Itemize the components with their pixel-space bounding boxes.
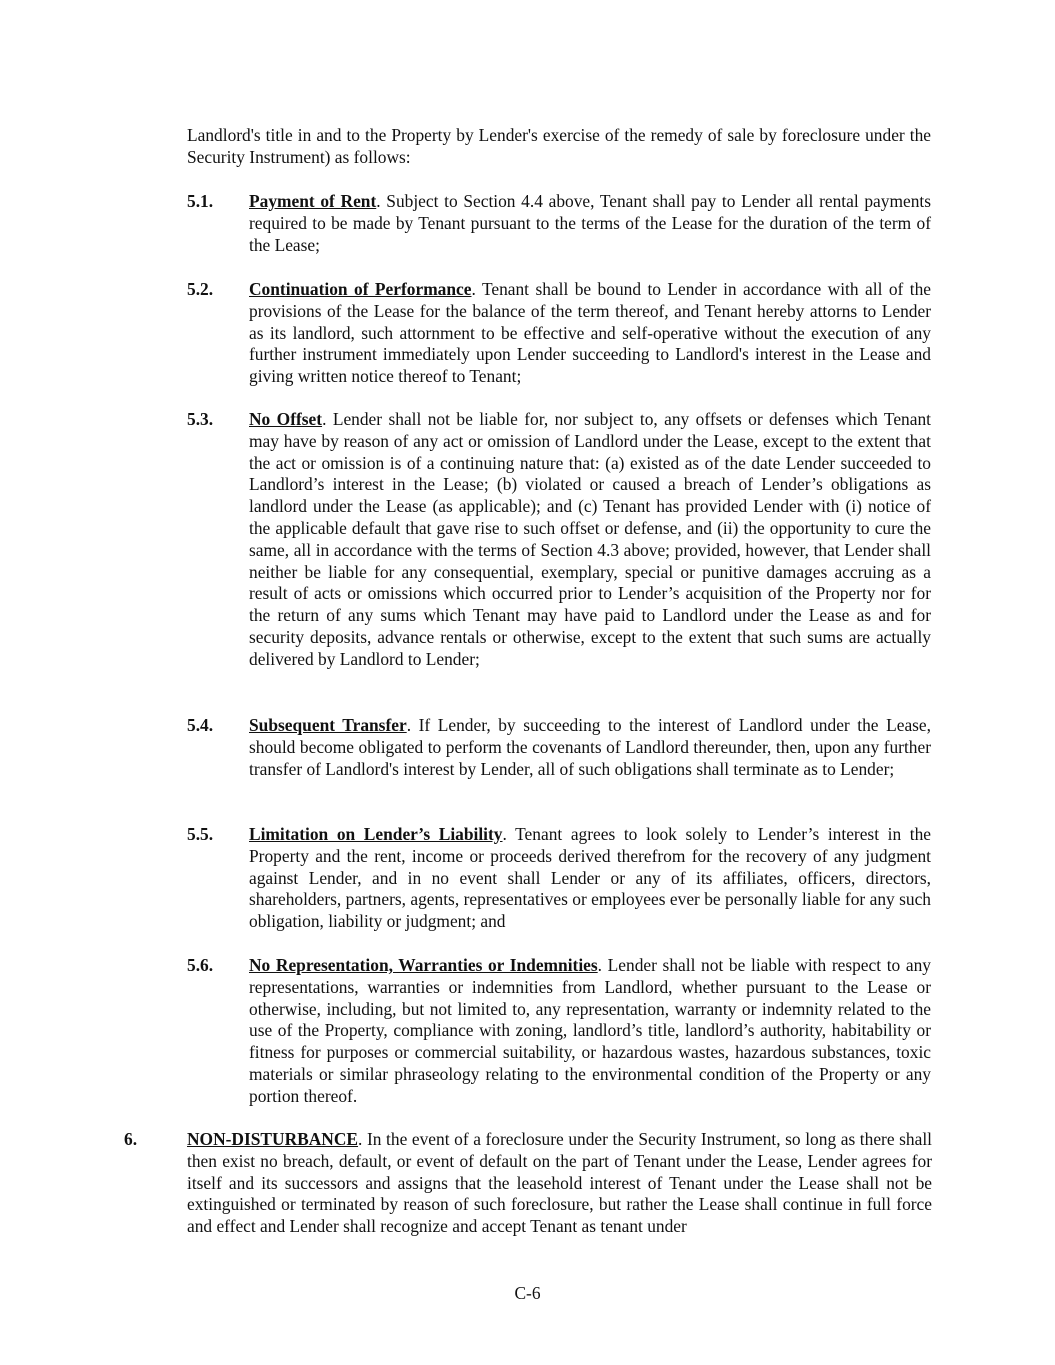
section-5-1 bbox=[187, 191, 931, 256]
section-body bbox=[249, 409, 931, 671]
section-number: 5.6. bbox=[187, 955, 214, 975]
section-5-5 bbox=[187, 824, 931, 933]
section-number: 6. bbox=[124, 1129, 138, 1149]
section-text: . Tenant agrees to look solely to Lender’s interest in the Property and the rent, income or proceeds derived therefrom for the recovery of any judgment against Lender, and in no event shall Lender or any of its affiliates, officers, directors, shareholders, partners, agents, representatives or employees ever be personally liable for any such obligation, liability or judgment; and bbox=[249, 824, 931, 932]
section-heading: Payment of Rent bbox=[249, 191, 377, 211]
section-body bbox=[187, 1129, 932, 1238]
section-heading: Subsequent Transfer bbox=[249, 715, 407, 735]
section-heading: Limitation on Lender’s Liability bbox=[249, 824, 503, 844]
section-5-4 bbox=[187, 715, 931, 780]
section-6 bbox=[124, 1129, 932, 1238]
section-number: 5.1. bbox=[187, 191, 214, 211]
section-body bbox=[249, 279, 931, 388]
section-heading: Continuation of Performance bbox=[249, 279, 472, 299]
section-text: . Lender shall not be liable for, nor subject to, any offsets or defenses which Tenant may have by reason of any act or omission of Landlord under the Lease, except to the extent that the act or omission is of a continuing nature that: (a) existed as of the date Lender succeeded to Landlord’s interest in the Lease; (b) violated or caused a breach of Lender’s obligations as landlord under the Lease (as applicable); and (c) Tenant has provided Lender with (i) notice of the applicable default that gave rise to such offset or defense, and (ii) the opportunity to cure the same, all in accordance with the terms of Section 4.3 above; provided, however, that Lender shall neither be liable for any consequential, exemplary, special or punitive damages accruing as a result of acts or omissions which occurred prior to Lender’s acquisition of the Property nor for the return of any sums which Tenant may have paid to Landlord under the Lease as and for security deposits, advance rentals or otherwise, except to the extent that such sums are actually delivered by Landlord to Lender; bbox=[249, 409, 931, 669]
section-text: . In the event of a foreclosure under the Security Instrument, so long as there shall then exist no breach, default, or event of default on the part of Tenant under the Lease, Lender agrees for itself and its successors and assigns that the leasehold interest of Tenant under the Lease shall not be extinguished or terminated by reason of such foreclosure, but rather the Lease shall continue in full force and effect and Lender shall recognize and accept Tenant as tenant under bbox=[187, 1129, 932, 1237]
page-number: C-6 bbox=[514, 1283, 541, 1303]
section-text: . If Lender, by succeeding to the interest of Landlord under the Lease, should become obligated to perform the covenants of Landlord thereunder, then, upon any further transfer of Landlord's interest by Lender, all of such obligations shall terminate as to Lender; bbox=[249, 715, 931, 779]
section-number: 5.3. bbox=[187, 409, 214, 429]
section-text: . Subject to Section 4.4 above, Tenant shall pay to Lender all rental payments required to be made by Tenant pursuant to the terms of the Lease for the duration of the term of the Lease; bbox=[249, 191, 931, 255]
section-body bbox=[249, 955, 931, 1108]
section-body bbox=[249, 824, 931, 933]
section-5-2 bbox=[187, 279, 931, 388]
section-body bbox=[249, 191, 931, 256]
section-heading: NON-DISTURBANCE bbox=[187, 1129, 359, 1149]
section-number: 5.2. bbox=[187, 279, 214, 299]
section-body bbox=[249, 715, 931, 780]
section-number: 5.4. bbox=[187, 715, 214, 735]
section-number: 5.5. bbox=[187, 824, 214, 844]
section-5-6 bbox=[187, 955, 931, 1108]
section-heading: No Representation, Warranties or Indemnities bbox=[249, 955, 598, 975]
section-5-3 bbox=[187, 409, 931, 671]
section-text: . Tenant shall be bound to Lender in accordance with all of the provisions of the Lease for the balance of the term thereof, and Tenant hereby attorns to Lender as its landlord, such attornment to be effective and self-operative without the execution of any further instrument immediately upon Lender succeeding to Landlord's interest in the Lease and giving written notice thereof to Tenant; bbox=[249, 279, 931, 387]
section-text: . Lender shall not be liable with respect to any representations, warranties or indemnities from Landlord, whether pursuant to the Lease or otherwise, including, but not limited to, any representation, warranty or indemnity related to the use of the Property, compliance with zoning, landlord’s title, landlord’s authority, habitability or fitness for purposes or commercial suitability, or hazardous wastes, hazardous substances, toxic materials or similar phraseology relating to the environmental condition of the Property or any portion thereof. bbox=[249, 955, 932, 1106]
section-heading: No Offset bbox=[249, 409, 323, 429]
intro-paragraph: Landlord's title in and to the Property by Lender's exercise of the remedy of sale by foreclosure under the Security Instrument) as follows: bbox=[187, 125, 931, 167]
